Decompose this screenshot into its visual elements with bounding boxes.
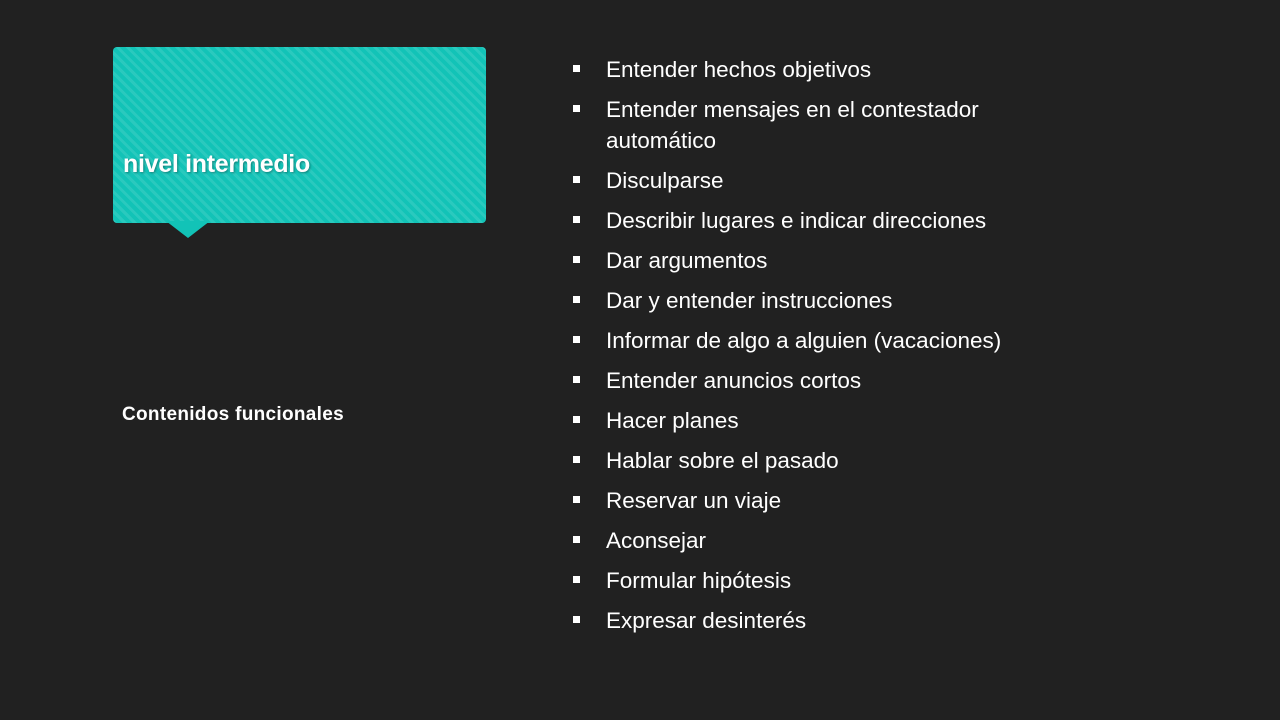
bullet-text: Dar y entender instrucciones <box>606 288 893 313</box>
square-bullet-icon <box>573 376 580 383</box>
slide-subtitle: Contenidos funcionales <box>122 404 344 425</box>
square-bullet-icon <box>573 105 580 112</box>
bullet-text: Hacer planes <box>606 408 739 433</box>
bullet-text: Disculparse <box>606 168 724 193</box>
square-bullet-icon <box>573 576 580 583</box>
bullet-text: Expresar desinterés <box>606 608 807 633</box>
bullet-text: Entender anuncios cortos <box>606 368 862 393</box>
bullet-text: Entender mensajes en el contestador automático <box>606 97 979 153</box>
square-bullet-icon <box>573 416 580 423</box>
bullet-item <box>570 445 1040 476</box>
bullet-text: Reservar un viaje <box>606 488 782 513</box>
bullet-item <box>570 165 1040 196</box>
square-bullet-icon <box>573 456 580 463</box>
bullet-item <box>570 565 1040 596</box>
square-bullet-icon <box>573 65 580 72</box>
bullet-text: Informar de algo a alguien (vacaciones) <box>606 328 1002 353</box>
square-bullet-icon <box>573 536 580 543</box>
bullet-text: Formular hipótesis <box>606 568 792 593</box>
bullet-item <box>570 54 1040 85</box>
callout-pointer <box>166 221 210 238</box>
bullet-item <box>570 365 1040 396</box>
square-bullet-icon <box>573 216 580 223</box>
bullet-item <box>570 245 1040 276</box>
square-bullet-icon <box>573 496 580 503</box>
slide-title: nivel intermedio <box>123 150 310 178</box>
bullet-item <box>570 325 1040 356</box>
bullet-text: Entender hechos objetivos <box>606 57 872 82</box>
bullet-item <box>570 525 1040 556</box>
title-callout-box <box>113 47 486 223</box>
bullet-item <box>570 285 1040 316</box>
square-bullet-icon <box>573 336 580 343</box>
bullet-item <box>570 485 1040 516</box>
square-bullet-icon <box>573 296 580 303</box>
bullet-list <box>570 54 1040 645</box>
square-bullet-icon <box>573 616 580 623</box>
bullet-text: Aconsejar <box>606 528 707 553</box>
square-bullet-icon <box>573 176 580 183</box>
bullet-text: Dar argumentos <box>606 248 768 273</box>
bullet-item <box>570 205 1040 236</box>
bullet-item <box>570 405 1040 436</box>
bullet-item <box>570 94 1040 156</box>
bullet-text: Describir lugares e indicar direcciones <box>606 208 987 233</box>
bullet-item <box>570 605 1040 636</box>
bullet-text: Hablar sobre el pasado <box>606 448 839 473</box>
square-bullet-icon <box>573 256 580 263</box>
